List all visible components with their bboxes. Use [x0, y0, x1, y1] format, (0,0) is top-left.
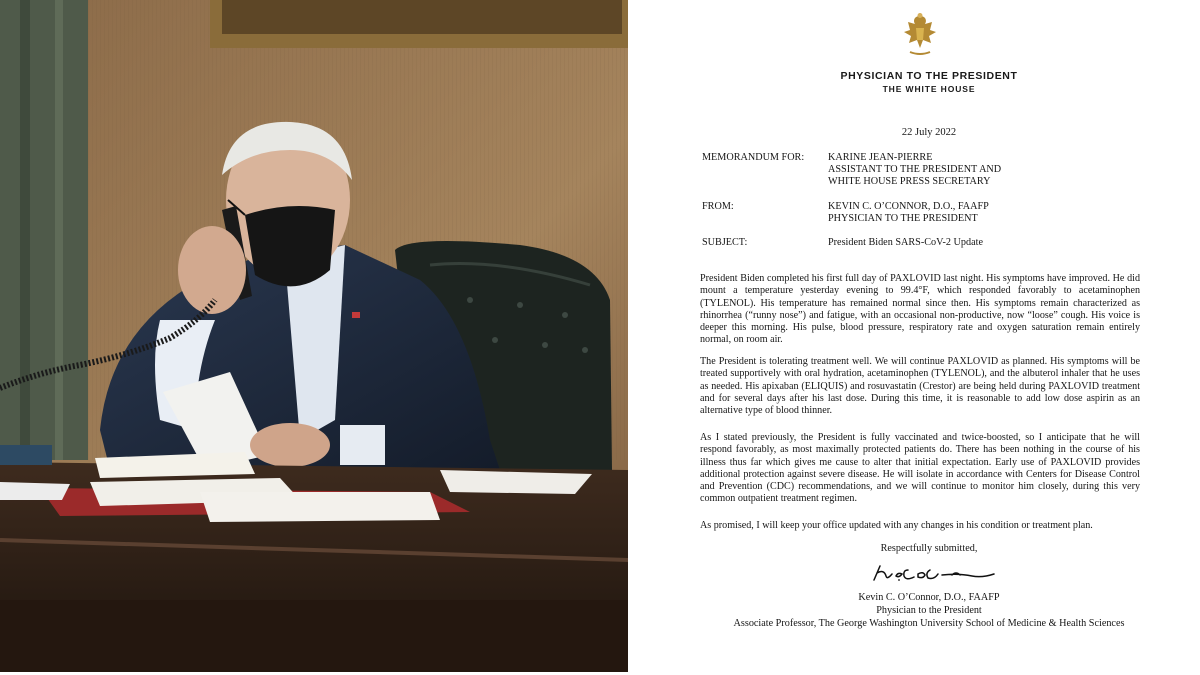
from-label: FROM: [702, 201, 734, 212]
memorandum [658, 0, 1200, 675]
from-line: KEVIN C. O’CONNOR, D.O., FAAFP [828, 201, 989, 212]
office-subtitle: THE WHITE HOUSE [882, 84, 976, 94]
body-paragraph-4: As promised, I will keep your office updated with any changes in his condition or treatment plan. [700, 520, 1093, 531]
from-line: PHYSICIAN TO THE PRESIDENT [828, 213, 978, 224]
handwritten-signature [868, 560, 1003, 586]
subject-label: SUBJECT: [702, 237, 748, 248]
face-mask [245, 206, 335, 286]
signature-name: Kevin C. O’Connor, D.O., FAAFP [858, 592, 1000, 603]
office-title: PHYSICIAN TO THE PRESIDENT [840, 70, 1018, 82]
memorandum-for-line: ASSISTANT TO THE PRESIDENT AND [828, 164, 1002, 175]
binder [0, 445, 52, 465]
memorandum-for-line: KARINE JEAN-PIERRE [828, 152, 933, 163]
signature-affiliation: Associate Professor, The George Washington University School of Medicine & Health Sciences [733, 618, 1125, 629]
left-hand [178, 226, 246, 314]
memorandum-for-line: WHITE HOUSE PRESS SECRETARY [828, 176, 991, 187]
body-paragraph-1: President Biden completed his first full day of PAXLOVID last night. His symptoms have improved. He did mount a temperature yesterday evening to 99.4°F, which responded favorably to acetaminophen (TYLENOL). His temperature has remained normal since then. His symptoms remain characterized as rhinorrhea (“runny nose”) and fatigue, with an occasional non-productive, now “loose” cough. His voice is deeper this morning. His pulse, blood pressure, respiratory rate and oxygen saturation remain entirely normal, on room air. [700, 273, 1140, 346]
presidential-seal-icon [900, 12, 940, 58]
memo-date: 22 July 2022 [901, 127, 957, 138]
body-paragraph-3: As I stated previously, the President is fully vaccinated and twice-boosted, so I anticipate that he will respond favorably, as most maximally protected patients do. There has been nothing in the course of his illness thus far which gives me cause to alter that initial expectation. Early use of PAXLOVID provides additional protection against severe disease. He will isolate in accordance with Centers for Disease Control and Prevention (CDC) recommendations, and we will continue to monitor him closely, during this very common outpatient treatment regimen. [700, 432, 1140, 505]
body-paragraph-2: The President is tolerating treatment well. We will continue PAXLOVID as planned. His symptoms will be treated supportively with oral hydration, acetaminophen (TYLENOL), and the albuterol inhaler that he uses as needed. His apixaban (ELIQUIS) and rosuvastatin (Crestor) are being held during PAXLOVID treatment and for several days after his last dose. During this time, it is reasonable to add low dose aspirin as an alternative type of blood thinner. [700, 356, 1140, 417]
signature-title: Physician to the President [876, 605, 982, 616]
desk-paper [440, 470, 592, 494]
memorandum-for-label: MEMORANDUM FOR: [702, 152, 805, 163]
curtain [0, 0, 88, 460]
right-hand [250, 423, 330, 467]
subject-text: President Biden SARS-CoV-2 Update [828, 237, 983, 248]
closing-text: Respectfully submitted, [880, 543, 978, 554]
